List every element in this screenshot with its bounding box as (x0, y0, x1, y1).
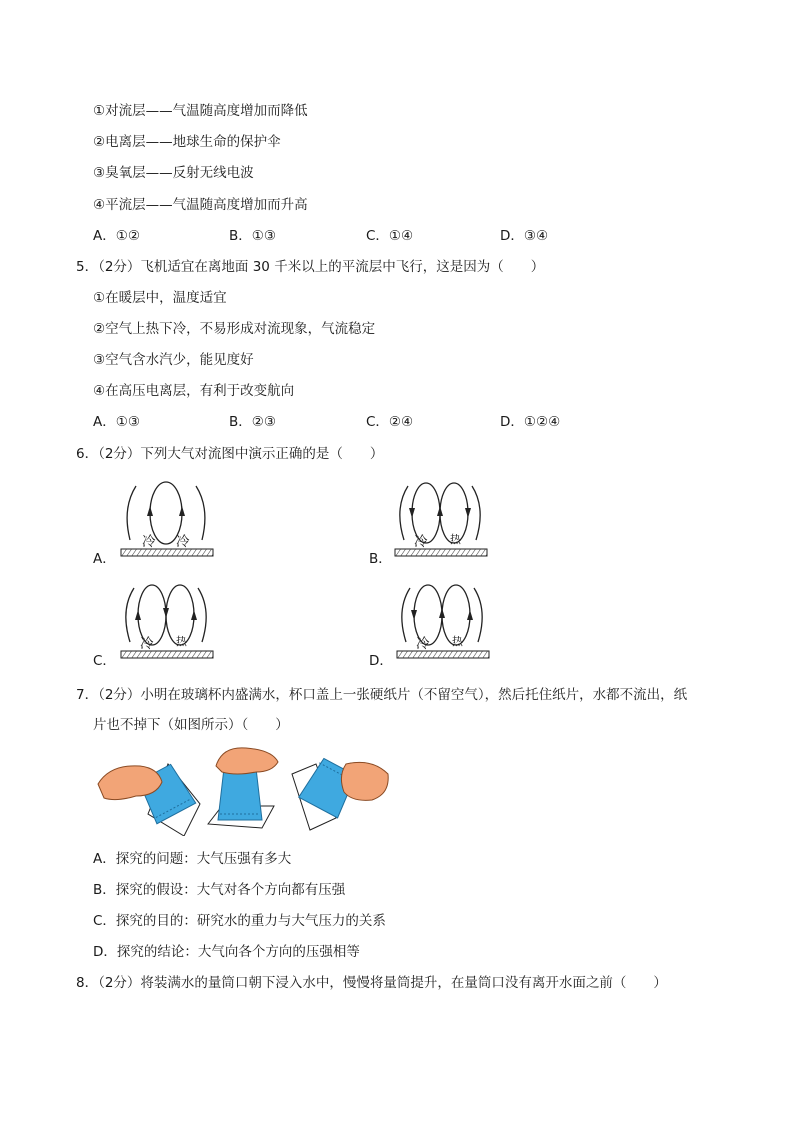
q6-stem: 6．（2分）下列大气对流图中演示正确的是（ ） (76, 446, 384, 462)
q6-b-left-label: 冷 (414, 534, 428, 550)
q4-item-1: ①对流层——气温随高度增加而降低 (93, 103, 308, 119)
q4-option-a: A．①② (93, 228, 140, 244)
q6-c-left-label: 冷 (140, 636, 154, 652)
q4-item-2: ②电离层——地球生命的保护伞 (93, 134, 281, 150)
q5-option-b: B．②③ (229, 414, 276, 430)
q5-item-4: ④在高压电离层，有利于改变航向 (93, 383, 295, 399)
q6-option-b-label: B． (369, 551, 392, 567)
q6-c-right-label: 热 (176, 635, 187, 648)
q6-d-left-label: 冷 (416, 636, 430, 652)
q6-a-left-label: 冷 (142, 534, 156, 550)
q4-option-c: C．①④ (366, 228, 414, 244)
q4-option-b: B．①③ (229, 228, 276, 244)
q7-option-d: D．探究的结论：大气向各个方向的压强相等 (93, 944, 360, 960)
q4-item-4: ④平流层——气温随高度增加而升高 (93, 197, 308, 213)
q6-figure-b (390, 478, 490, 560)
q7-stem-line2: 片也不掉下（如图所示）（ ） (93, 717, 289, 733)
q5-stem: 5．（2分）飞机适宜在离地面 30 千米以上的平流层中飞行，这是因为（ ） (76, 259, 545, 275)
q4-option-d: D．③④ (500, 228, 549, 244)
q6-a-right-label: 冷 (176, 534, 190, 550)
q4-item-3: ③臭氧层——反射无线电波 (93, 165, 254, 181)
q6-figure-d (392, 580, 492, 662)
q7-option-a: A．探究的问题：大气压强有多大 (93, 851, 292, 867)
q6-option-a-label: A． (93, 551, 116, 567)
q8-stem: 8．（2分）将装满水的量筒口朝下浸入水中，慢慢将量筒提升，在量筒口没有离开水面之前（ ） (76, 975, 667, 991)
q6-figure-c (116, 580, 216, 662)
q5-item-1: ①在暖层中，温度适宜 (93, 290, 227, 306)
q7-stem-line1: 7．（2分）小明在玻璃杯内盛满水，杯口盖上一张硬纸片（不留空气），然后托住纸片，水都不流出，纸 (76, 687, 688, 703)
q6-option-d-label: D． (369, 653, 393, 669)
q7-option-c: C．探究的目的：研究水的重力与大气压力的关系 (93, 913, 386, 929)
q7-option-b: B．探究的假设：大气对各个方向都有压强 (93, 882, 346, 898)
q6-d-right-label: 热 (452, 635, 463, 648)
q6-figure-a (116, 478, 216, 560)
q5-option-c: C．②④ (366, 414, 414, 430)
q7-figure-cups (96, 744, 392, 836)
q5-item-2: ②空气上热下冷，不易形成对流现象，气流稳定 (93, 321, 376, 337)
q5-item-3: ③空气含水汽少，能见度好 (93, 352, 254, 368)
q6-option-c-label: C． (93, 653, 116, 669)
q5-option-d: D．①②④ (500, 414, 561, 430)
q5-option-a: A．①③ (93, 414, 140, 430)
q6-b-right-label: 热 (450, 533, 461, 546)
